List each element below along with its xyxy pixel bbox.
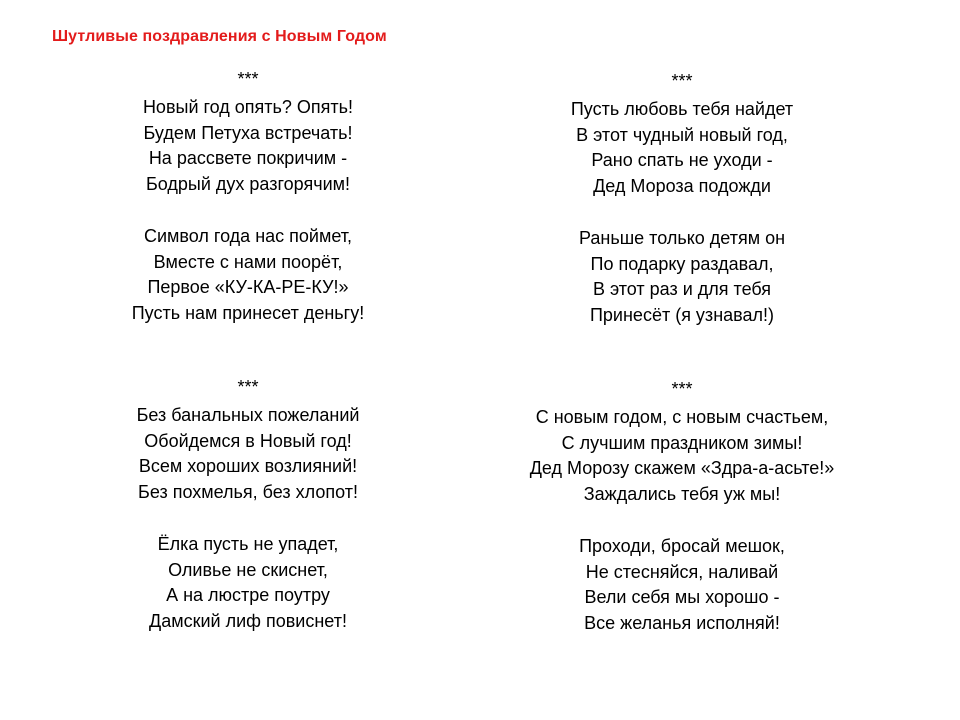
poem-line: Первое «КУ-КА-РЕ-КУ!» (147, 277, 349, 298)
poem-line: Принесёт (я узнавал!) (589, 305, 775, 326)
poem-block (492, 69, 872, 329)
poem-line: С лучшим праздником зимы! (561, 432, 803, 453)
poem-line: С новым годом, с новым счастьем, (535, 406, 829, 427)
poem-block (58, 375, 438, 635)
poem-line: Все желанья исполняй! (584, 613, 780, 634)
poem-line: Проходи, бросай мешок, (579, 535, 785, 556)
poem-separator: *** (671, 71, 693, 91)
poem-line: Без банальных пожеланий (136, 404, 360, 425)
poem-line: Вели себя мы хорошо - (584, 587, 780, 608)
poem-line: Оливье не скиснет, (168, 559, 328, 580)
stanza-gap (492, 508, 872, 534)
poem-line: Будем Петуха встречать! (143, 122, 353, 143)
poem-line: Пусть любовь тебя найдет (570, 98, 794, 119)
poem-line: Вместе с нами поорёт, (153, 251, 343, 272)
poem-line: Раньше только детям он (578, 227, 786, 248)
stanza-gap (58, 198, 438, 224)
poem-line: Бодрый дух разгорячим! (145, 174, 351, 195)
poem-line: Всем хороших возлияний! (138, 456, 358, 477)
poem-line: По подарку раздавал, (590, 253, 774, 274)
poem-line: Без похмелья, без хлопот! (138, 482, 358, 503)
poem-line: Заждались тебя уж мы! (583, 484, 781, 505)
poem-line: Дамский лиф повиснет! (149, 611, 347, 632)
poem-line: Дед Мороза подожди (593, 176, 771, 197)
poem-line: А на люстре поутру (166, 585, 330, 606)
poem-line: Ёлка пусть не упадет, (157, 533, 339, 554)
stanza-gap (58, 506, 438, 532)
poem-line: Новый год опять? Опять! (142, 96, 354, 117)
poem-block (492, 377, 872, 637)
poem-line: Не стесняйся, наливай (585, 561, 779, 582)
poem-separator: *** (237, 377, 259, 397)
poem-line: Рано спать не уходи - (591, 150, 773, 171)
poem-line: В этот чудный новый год, (576, 124, 788, 145)
poem-separator: *** (671, 379, 693, 399)
poem-line: В этот раз и для тебя (592, 279, 772, 300)
poem-separator: *** (237, 69, 259, 89)
poem-line: На рассвете покричим - (148, 148, 348, 169)
poem-line: Пусть нам принесет деньгу! (131, 303, 365, 324)
page-title: Шутливые поздравления с Новым Годом (52, 28, 387, 45)
poem-block (58, 67, 438, 327)
stanza-gap (492, 200, 872, 226)
poem-line: Символ года нас поймет, (143, 225, 352, 246)
poem-line: Обойдемся в Новый год! (144, 430, 352, 451)
poem-line: Дед Морозу скажем «Здра-а-асьте!» (529, 458, 835, 479)
